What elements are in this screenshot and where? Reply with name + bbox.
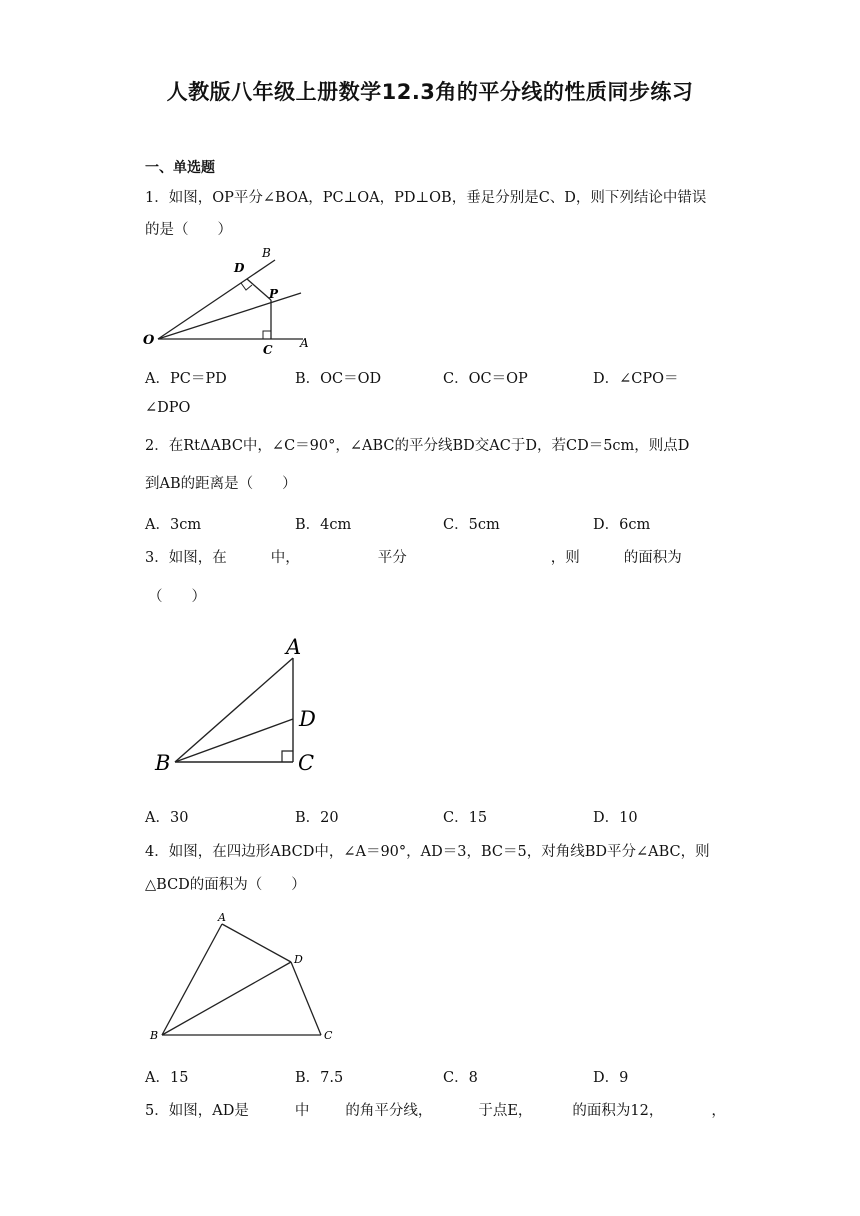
q3-label-d: D xyxy=(299,707,316,731)
q4-option-a[interactable]: A．15 xyxy=(145,1070,189,1086)
q1-option-d-continued: ∠DPO xyxy=(145,400,191,416)
q2-options xyxy=(145,513,725,533)
q4-segment-dc xyxy=(291,962,321,1035)
q4-label-a: A xyxy=(218,911,226,924)
q4-segment-ad xyxy=(222,924,291,962)
q3-option-a[interactable]: A．30 xyxy=(145,810,189,826)
q3-text-part2: 中， xyxy=(270,550,300,566)
q1-label-d: D xyxy=(234,261,245,275)
q3-option-c[interactable]: C．15 xyxy=(443,810,488,826)
q3-text-part4: ，则 xyxy=(550,550,580,566)
q3-right-angle-c xyxy=(282,751,293,762)
q5-text-part3: 的角平分线， xyxy=(345,1103,433,1119)
q5-text-part2: 中 xyxy=(294,1103,310,1119)
q5-text-part1: 5．如图，AD是 xyxy=(145,1103,249,1119)
q1-figure xyxy=(140,244,320,359)
q2-text-line2: 到AB的距离是（ ） xyxy=(145,476,297,492)
q1-option-b[interactable]: B．OC＝OD xyxy=(295,371,382,387)
q3-text-part5: 的面积为 xyxy=(623,550,682,566)
q3-label-c: C xyxy=(298,751,315,775)
q5-text-part4: 于点E， xyxy=(478,1103,533,1119)
q4-text-line1: 4．如图，在四边形ABCD中，∠A＝90°，AD＝3，BC＝5，对角线BD平分∠ABC，则 xyxy=(145,844,710,860)
q1-options xyxy=(145,367,725,387)
q1-segment-pd xyxy=(247,279,271,300)
q3-segment-ab xyxy=(175,658,293,762)
q2-option-c[interactable]: C．5cm xyxy=(443,517,500,533)
q2-option-d[interactable]: D．6cm xyxy=(593,517,651,533)
q3-text-part1: 3．如图，在 xyxy=(145,550,227,566)
q3-text-line1 xyxy=(145,546,720,567)
q4-option-c[interactable]: C．8 xyxy=(443,1070,478,1086)
q5-text-part6: ， xyxy=(711,1103,726,1119)
q4-option-b[interactable]: B．7.5 xyxy=(295,1070,344,1086)
section-heading: 一、单选题 xyxy=(145,160,215,176)
q3-label-b: B xyxy=(155,751,171,775)
q1-label-o: O xyxy=(143,333,155,348)
q3-segment-bd xyxy=(175,719,293,762)
q3-text-line2: （ ） xyxy=(148,589,206,605)
q4-options xyxy=(145,1066,725,1086)
q4-figure xyxy=(148,908,348,1048)
q3-option-b[interactable]: B．20 xyxy=(295,810,339,826)
q2-option-b[interactable]: B．4cm xyxy=(295,517,352,533)
q4-text-line2: △BCD的面积为（ ） xyxy=(145,877,306,893)
q1-ray-ob xyxy=(158,260,275,339)
q1-right-angle-c xyxy=(263,331,271,339)
q1-ray-op xyxy=(158,293,301,339)
q1-option-a[interactable]: A．PC＝PD xyxy=(145,371,227,387)
q3-label-a: A xyxy=(286,635,302,659)
document-title: 人教版八年级上册数学12.3角的平分线的性质同步练习 xyxy=(166,80,694,104)
q5-text-line1 xyxy=(145,1099,726,1120)
q1-text-line1: 1．如图，OP平分∠BOA，PC⊥OA，PD⊥OB，垂足分别是C、D，则下列结论中错误 xyxy=(145,190,707,206)
q4-option-d[interactable]: D．9 xyxy=(593,1070,629,1086)
q1-label-a: A xyxy=(300,336,309,350)
q3-figure xyxy=(150,630,330,780)
q2-option-a[interactable]: A．3cm xyxy=(145,517,202,533)
q1-text-line2: 的是（ ） xyxy=(145,222,232,238)
q4-label-d: D xyxy=(294,953,303,966)
q4-label-b: B xyxy=(150,1029,159,1042)
q3-options xyxy=(145,806,725,826)
q1-label-p: P xyxy=(269,287,279,301)
q5-text-part5: 的面积为12， xyxy=(572,1103,664,1119)
q1-option-d[interactable]: D．∠CPO＝ xyxy=(593,371,679,387)
q1-option-c[interactable]: C．OC＝OP xyxy=(443,371,528,387)
q3-text-part3: 平分 xyxy=(377,550,407,566)
q4-label-c: C xyxy=(324,1029,333,1042)
q3-option-d[interactable]: D．10 xyxy=(593,810,638,826)
q1-label-b: B xyxy=(262,246,271,260)
q1-label-c: C xyxy=(263,343,273,357)
q1-right-angle-d xyxy=(241,283,252,290)
q2-text-line1: 2．在RtΔABC中，∠C＝90°，∠ABC的平分线BD交AC于D，若CD＝5cm，则点D xyxy=(145,438,690,454)
